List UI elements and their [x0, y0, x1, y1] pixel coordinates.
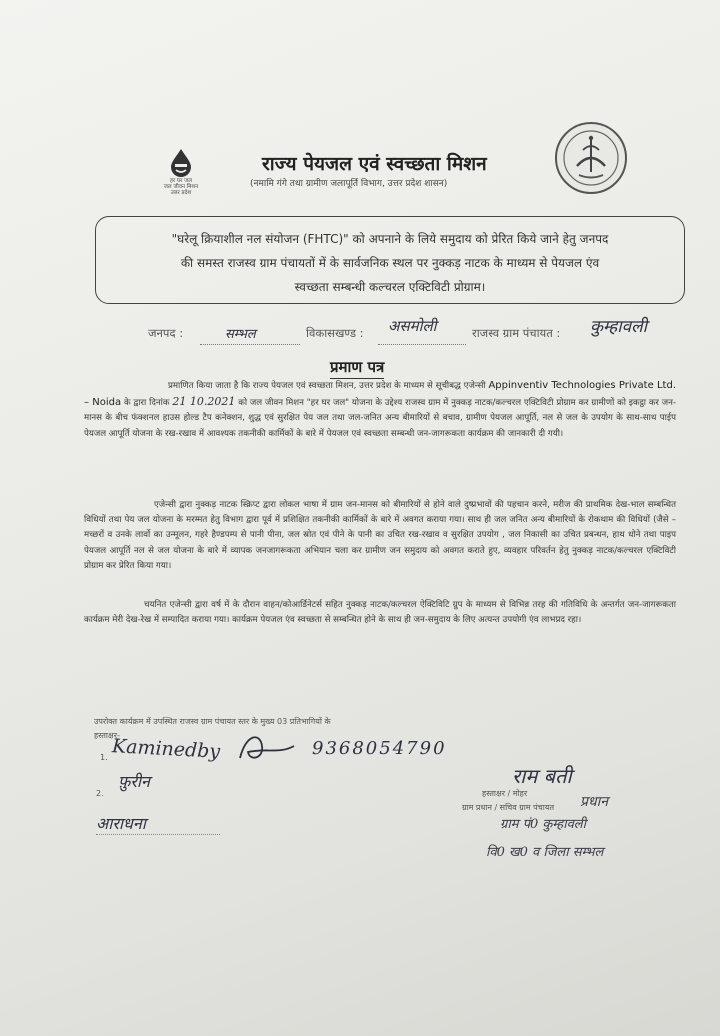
program-line-2: की समस्त राजस्व ग्राम पंचायतों में के सार्वजनिक स्थल पर नुक्कड़ नाटक के माध्यम से पेयजल एंव: [180, 256, 600, 270]
participant-1-signature: Kaminedby: [111, 735, 221, 763]
district-underline: [200, 344, 300, 345]
signatures-intro: उपरोक्त कार्यक्रम में उपस्थित राजस्व ग्राम पंचायत स्तर के मुख्य 03 प्रतिभागियों के: [94, 717, 331, 726]
program-line-3: स्वच्छता सम्बन्धी कल्चरल एक्टिविटी प्रोग्राम।: [294, 280, 486, 294]
paragraph-3: चयनित एजेन्सी द्वारा वर्ष में के दौरान वाहन/कोआर्डिनेटर्स सहित नुक्कड़ नाटक/कल्चरल ऐक्टिविटि ग्रुप के माध्यम से विभिन्न तरह की गतिविधि के अन्तर्गत जन-जागरूकता कार्यक्रम मेरी देख-रेख में सम्पादित कराया गया। कार्यक्रम पेयजल एंव स्वच्छता से सम्बन्धित होने के साथ ही जन-समुदाय के लिए अत्यन्त उपयोगी एंव लाभप्रद रहा।: [84, 600, 676, 626]
gram-panchayat-value: कुम्हावली: [590, 317, 648, 337]
participant-1-number: 1.: [100, 753, 108, 762]
pradhan-role: ग्राम प्रधान / सचिव ग्राम पंचायत: [462, 803, 555, 812]
district-label: जनपद :: [148, 326, 184, 340]
paragraph-1: [84, 378, 676, 442]
certificate-title: प्रमाण पत्र: [330, 357, 384, 379]
pradhan-signature: राम बती: [512, 764, 572, 788]
block-underline: [378, 344, 466, 345]
stamp-pradhan: प्रधान: [580, 794, 608, 810]
emblem-seal-icon: [553, 120, 629, 196]
paragraph-2: एजेन्सी द्वारा नुक्कड़ नाटक स्क्रिप्ट द्वारा लोकल भाषा में ग्राम जन-मानस को बीमारियों से होने वाले दुष्प्रभावों की पहचान करने, मरीज की प्राथमिक देख-भाल सम्बन्धित विधियों तथा पेय जल योजना के मरम्मत हेतु विभाग द्वारा पूर्व में प्रशिक्षित तकनीकी कार्मिकों के बारे में अवगत कराया गया। साथ ही जल जनित अन्य बीमारियों के रोकथाम की विधियों (जैसे – मच्छरों व उनके लार्वो का उन्मूलन, गहरे हैण्डपम्प से पानी पीना, जल स्रोत एवं पीने के पानी का उचित रख-रखाव व सुरक्षित उपयोग , जल निकासी का उचित प्रबन्धन, हाथ धोने तथा पाइप पेयजल आपूर्ति नल से जल योजना के बारे में व्यापक जनजागरूकता अभियान चला कर ग्रामीण जन समुदाय को अवगत कराते हुए, व्यवहार परिवर्तन हेतु नुक्कड़ नाटक/कल्चरल एक्टिविटी प्रोग्राम कर प्रेरित किया गया।: [84, 500, 676, 571]
participant-phone: 9368054790: [312, 738, 447, 759]
participant-3-signature: आराधना: [96, 814, 146, 833]
program-description-box: [95, 216, 685, 304]
signature-label: हस्ताक्षर-: [94, 731, 120, 740]
district-value: सम्भल: [225, 327, 256, 342]
org-title: राज्य पेयजल एवं स्वच्छता मिशन: [262, 153, 487, 175]
jal-jeevan-mission-logo: [158, 148, 204, 196]
gram-panchayat-label: राजस्व ग्राम पंचायत :: [472, 326, 561, 340]
p1-body: को जल जीवन मिशन "हर घर जल" योजना के उद्देश्य राजस्व ग्राम में नुक्कड़ नाटक/कल्चरल एक्टिविटी प्रोग्राम कर ग्रामीणों को इकट्ठा कर जन-मानस के बीच फंक्शनल हाउस होल्ड टैप कनेक्शन, शुद्ध एवं सुरक्षित पेय जल तथा जल-जनित अन्य बीमारियों से बचाव, ग्रामीण पेयजल आपूर्ति, नल से जल के उपयोग के साथ-साथ पाईप पेयजल आपूर्ति योजना के रख-रखाव में आवश्यक तकनीकी कार्मिकों के बारे में पेयजल एवं स्वच्छता सम्बन्धी जन-जागरूकता कार्यक्रम की जानकारी दी गयी।: [84, 398, 677, 439]
logo-text-2: जल जीवन मिशन: [163, 184, 199, 190]
pradhan-sign-label: हस्ताक्षर / मोहर: [482, 789, 528, 798]
stamp-gram-panchayat: ग्राम पं0 कुम्हावली: [500, 817, 586, 832]
p1-date: 21 10.2021: [172, 395, 236, 409]
participant-3-underline: [96, 834, 220, 835]
stamp-block-district: वि0 ख0 व जिला सम्भल: [486, 845, 604, 860]
agency-name: Appinventiv Technologies Private Ltd. – Noida: [84, 380, 676, 409]
up-govt-emblem: [553, 120, 629, 196]
water-drop-icon: [166, 148, 196, 178]
program-line-1: "घरेलू क्रियाशील नल संयोजन (FHTC)" को अपनाने के लिये समुदाय को प्रेरित किये जाने हेतु जनपद: [171, 232, 609, 246]
block-value: असमोली: [388, 317, 437, 335]
p1-date-label: के द्वारा दिनांक: [123, 398, 170, 409]
participant-2-signature: फ़ुरीन: [118, 772, 150, 791]
block-label: विकासखण्ड :: [306, 326, 364, 340]
logo-text-1: हर घर जल: [170, 178, 192, 184]
logo-text-3: उत्तर प्रदेश: [170, 190, 192, 196]
org-subtitle: (नमामि गंगे तथा ग्रामीण जलापूर्ति विभाग, उत्तर प्रदेश शासन): [250, 179, 448, 189]
participant-2-number: 2.: [96, 789, 104, 798]
p1-intro: प्रमाणित किया जाता है कि राज्य पेयजल एवं स्वच्छता मिशन, उत्तर प्रदेश के माध्यम से सूचीबद्ध एजेन्सी: [168, 381, 486, 391]
signature-scribble: [236, 728, 296, 768]
